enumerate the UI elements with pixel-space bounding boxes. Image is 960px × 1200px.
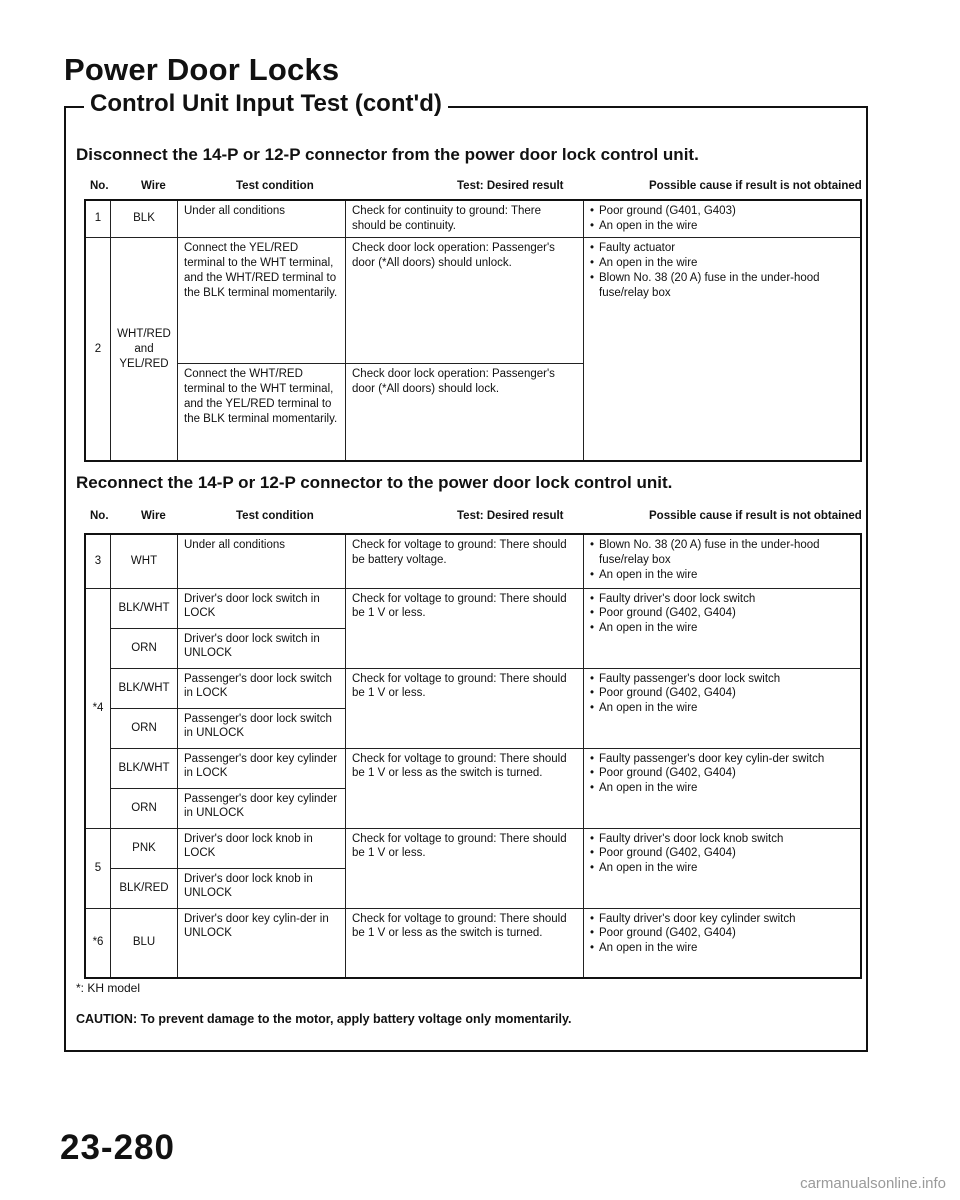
possible-causes bbox=[584, 668, 862, 748]
test-condition: Driver's door lock knob in UNLOCK bbox=[178, 868, 346, 908]
list-item: • Poor ground (G401, G403) bbox=[590, 204, 854, 219]
list-item: • Poor ground (G402, G404) bbox=[590, 766, 854, 781]
desired-result: Check for voltage to ground: There should be battery voltage. bbox=[346, 534, 584, 588]
list-item: • Poor ground (G402, G404) bbox=[590, 606, 854, 621]
list-item: • An open in the wire bbox=[590, 568, 854, 583]
col-header-condition: Test condition bbox=[236, 180, 314, 192]
test-condition: Driver's door lock switch in LOCK bbox=[178, 588, 346, 628]
desired-result: Check door lock operation: Passenger's door (*All doors) should lock. bbox=[346, 363, 584, 461]
test-condition: Driver's door key cylin-der in UNLOCK bbox=[178, 908, 346, 978]
wire-color: PNK bbox=[111, 828, 178, 868]
list-item: • An open in the wire bbox=[590, 219, 854, 234]
watermark: carmanualsonline.info bbox=[800, 1175, 946, 1192]
desired-result: Check for voltage to ground: There should be 1 V or less. bbox=[346, 588, 584, 668]
row-number: *6 bbox=[85, 908, 111, 978]
desired-result: Check for voltage to ground: There should be 1 V or less as the switch is turned. bbox=[346, 908, 584, 978]
desired-result: Check for continuity to ground: There should be continuity. bbox=[346, 200, 584, 237]
section1-table bbox=[84, 199, 862, 462]
row-number: 2 bbox=[85, 237, 111, 461]
section1-column-headers bbox=[80, 180, 860, 196]
footnote: *: KH model bbox=[76, 981, 141, 995]
page-number: 23-280 bbox=[60, 1128, 175, 1167]
cause-list bbox=[590, 592, 854, 637]
wire-color: WHT/RED and YEL/RED bbox=[111, 237, 178, 461]
table-row bbox=[85, 534, 861, 588]
cause-list bbox=[590, 912, 854, 957]
cause-list bbox=[590, 832, 854, 877]
cause-list bbox=[590, 672, 854, 717]
subtitle-row bbox=[64, 90, 864, 130]
section2-column-headers bbox=[80, 510, 860, 526]
cause-list bbox=[590, 204, 854, 234]
cause-list bbox=[590, 241, 854, 301]
possible-causes bbox=[584, 748, 862, 828]
section-subtitle: Control Unit Input Test (cont'd) bbox=[88, 90, 448, 118]
list-item: • Blown No. 38 (20 A) fuse in the under-hood fuse/relay box bbox=[590, 538, 854, 568]
list-item: • An open in the wire bbox=[590, 256, 854, 271]
table-row bbox=[85, 237, 861, 363]
possible-causes bbox=[584, 237, 862, 461]
table-row bbox=[85, 828, 861, 868]
wire-color: BLK/WHT bbox=[111, 588, 178, 628]
table-row bbox=[85, 588, 861, 628]
section2-heading: Reconnect the 14-P or 12-P connector to the power door lock control unit. bbox=[76, 473, 673, 492]
wire-color: ORN bbox=[111, 708, 178, 748]
test-condition: Driver's door lock knob in LOCK bbox=[178, 828, 346, 868]
wire-color: WHT bbox=[111, 534, 178, 588]
table-row bbox=[85, 908, 861, 978]
list-item: • An open in the wire bbox=[590, 861, 854, 876]
test-condition: Passenger's door key cylinder in LOCK bbox=[178, 748, 346, 788]
wire-color: BLU bbox=[111, 908, 178, 978]
wire-color: BLK/WHT bbox=[111, 748, 178, 788]
test-condition: Under all conditions bbox=[178, 200, 346, 237]
list-item: • Faulty driver's door key cylinder switch bbox=[590, 912, 854, 927]
row-number: 1 bbox=[85, 200, 111, 237]
desired-result: Check for voltage to ground: There should be 1 V or less. bbox=[346, 668, 584, 748]
list-item: • Poor ground (G402, G404) bbox=[590, 926, 854, 941]
possible-causes bbox=[584, 200, 862, 237]
desired-result: Check for voltage to ground: There should be 1 V or less as the switch is turned. bbox=[346, 748, 584, 828]
section1-heading: Disconnect the 14-P or 12-P connector from the power door lock control unit. bbox=[76, 145, 699, 164]
col-header-cause: Possible cause if result is not obtained bbox=[649, 510, 862, 522]
list-item: • Poor ground (G402, G404) bbox=[590, 846, 854, 861]
list-item: • Poor ground (G402, G404) bbox=[590, 686, 854, 701]
row-number: *4 bbox=[85, 588, 111, 828]
desired-result: Check door lock operation: Passenger's door (*All doors) should unlock. bbox=[346, 237, 584, 363]
col-header-wire: Wire bbox=[141, 180, 166, 192]
list-item: • Blown No. 38 (20 A) fuse in the under-hood fuse/relay box bbox=[590, 271, 854, 301]
list-item: • Faulty passenger's door lock switch bbox=[590, 672, 854, 687]
test-condition: Connect the YEL/RED terminal to the WHT terminal, and the WHT/RED terminal to the BLK terminal momentarily. bbox=[178, 237, 346, 363]
possible-causes bbox=[584, 588, 862, 668]
col-header-no: No. bbox=[90, 510, 109, 522]
col-header-condition: Test condition bbox=[236, 510, 314, 522]
col-header-cause: Possible cause if result is not obtained bbox=[649, 180, 862, 192]
section2-table bbox=[84, 533, 862, 979]
row-number: 3 bbox=[85, 534, 111, 588]
wire-color: ORN bbox=[111, 628, 178, 668]
test-condition: Driver's door lock switch in UNLOCK bbox=[178, 628, 346, 668]
possible-causes bbox=[584, 828, 862, 908]
list-item: • Faulty actuator bbox=[590, 241, 854, 256]
list-item: • Faulty driver's door lock knob switch bbox=[590, 832, 854, 847]
desired-result: Check for voltage to ground: There should be 1 V or less. bbox=[346, 828, 584, 908]
col-header-no: No. bbox=[90, 180, 109, 192]
list-item: • Faulty driver's door lock switch bbox=[590, 592, 854, 607]
list-item: • An open in the wire bbox=[590, 621, 854, 636]
row-number: 5 bbox=[85, 828, 111, 908]
list-item: • An open in the wire bbox=[590, 781, 854, 796]
cause-list bbox=[590, 538, 854, 583]
caution-note: CAUTION: To prevent damage to the motor, apply battery voltage only momentarily. bbox=[76, 1012, 572, 1026]
test-condition: Connect the WHT/RED terminal to the WHT terminal, and the YEL/RED terminal to the BLK terminal momentarily. bbox=[178, 363, 346, 461]
test-condition: Passenger's door lock switch in UNLOCK bbox=[178, 708, 346, 748]
table-row bbox=[85, 200, 861, 237]
list-item: • An open in the wire bbox=[590, 941, 854, 956]
cause-list bbox=[590, 752, 854, 797]
list-item: • Faulty passenger's door key cylin-der switch bbox=[590, 752, 854, 767]
page-title: Power Door Locks bbox=[64, 52, 340, 87]
wire-color: ORN bbox=[111, 788, 178, 828]
test-condition: Passenger's door key cylinder in UNLOCK bbox=[178, 788, 346, 828]
list-item: • An open in the wire bbox=[590, 701, 854, 716]
possible-causes bbox=[584, 534, 862, 588]
test-condition: Passenger's door lock switch in LOCK bbox=[178, 668, 346, 708]
col-header-result: Test: Desired result bbox=[457, 180, 564, 192]
table-row bbox=[85, 748, 861, 788]
table-row bbox=[85, 668, 861, 708]
wire-color: BLK bbox=[111, 200, 178, 237]
test-condition: Under all conditions bbox=[178, 534, 346, 588]
wire-color: BLK/WHT bbox=[111, 668, 178, 708]
wire-color: BLK/RED bbox=[111, 868, 178, 908]
col-header-wire: Wire bbox=[141, 510, 166, 522]
col-header-result: Test: Desired result bbox=[457, 510, 564, 522]
possible-causes bbox=[584, 908, 862, 978]
